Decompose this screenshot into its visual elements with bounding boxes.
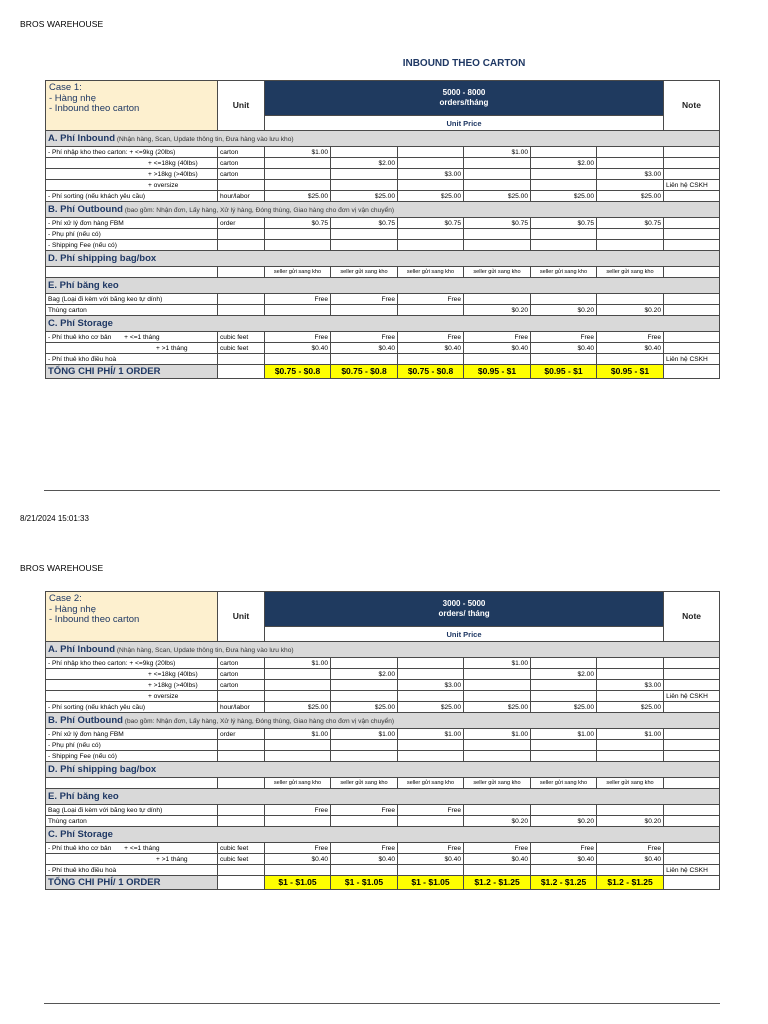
table-row: + >18kg (>40lbs) carton $3.00 $3.00 [46, 680, 720, 691]
table-row: - Phí thuê kho cơ bản + <=1 tháng cubic feet Free Free Free Free Free Free [46, 843, 720, 854]
note-header: Note [664, 81, 720, 131]
price-table-case2 [45, 591, 720, 890]
table-row: - Phí thuê kho điều hoà Liên hệ CSKH [46, 865, 720, 876]
table-row: - Shipping Fee (nếu có) [46, 240, 720, 251]
table-row: - Phí sorting (nếu khách yêu cầu) hour/labor $25.00 $25.00 $25.00 $25.00 $25.00 $25.00 [46, 191, 720, 202]
table-row: + >18kg (>40lbs) carton $3.00 $3.00 [46, 169, 720, 180]
table-row: + oversize Liên hệ CSKH [46, 691, 720, 702]
page-divider [44, 1003, 720, 1004]
table-row: seller gửi sang kho seller gửi sang kho seller gửi sang kho seller gửi sang kho seller gửi sang kho seller gửi sang kho [46, 267, 720, 278]
table-row: - Phí nhập kho theo carton: + <=9kg (20lbs) carton $1.00 $1.00 [46, 658, 720, 669]
case-description: Case 1: - Hàng nhẹ - Inbound theo carton [46, 81, 218, 131]
table-row: + oversize Liên hệ CSKH [46, 180, 720, 191]
table-row: + >1 tháng cubic feet $0.40 $0.40 $0.40 $0.40 $0.40 $0.40 [46, 343, 720, 354]
warehouse-name: BROS WAREHOUSE [20, 563, 104, 573]
unit-header: Unit [218, 592, 265, 642]
table-row: Bag (Loại đi kèm với băng keo tự dính) Free Free Free [46, 805, 720, 816]
table-row: Bag (Loại đi kèm với băng keo tự dính) Free Free Free [46, 294, 720, 305]
table-row: seller gửi sang kho seller gửi sang kho seller gửi sang kho seller gửi sang kho seller gửi sang kho seller gửi sang kho [46, 778, 720, 789]
unit-price-header: Unit Price [265, 116, 664, 131]
section-a-header: A. Phí Inbound (Nhận hàng, Scan, Update thông tin, Đưa hàng vào lưu kho) [46, 642, 720, 658]
total-row: TỔNG CHI PHÍ/ 1 ORDER $0.75 - $0.8 $0.75 - $0.8 $0.75 - $0.8 $0.95 - $1 $0.95 - $1 $0.95 - $1 [46, 365, 720, 379]
case-description: Case 2: - Hàng nhẹ - Inbound theo carton [46, 592, 218, 642]
table-row: - Phí xử lý đơn hàng FBM order $0.75 $0.75 $0.75 $0.75 $0.75 $0.75 [46, 218, 720, 229]
section-e-header: E. Phí băng keo [46, 789, 720, 805]
unit-header: Unit [218, 81, 265, 131]
table-row: - Phí nhập kho theo carton: + <=9kg (20lbs) carton $1.00 $1.00 [46, 147, 720, 158]
section-d-header: D. Phí shipping bag/box [46, 762, 720, 778]
table-row: - Phí thuê kho điều hoà Liên hệ CSKH [46, 354, 720, 365]
section-c-header: C. Phí Storage [46, 316, 720, 332]
warehouse-name: BROS WAREHOUSE [20, 19, 104, 29]
table-row: - Phí thuê kho cơ bản + <=1 tháng cubic feet Free Free Free Free Free Free [46, 332, 720, 343]
table-row: - Phụ phí (nếu có) [46, 229, 720, 240]
page-title: INBOUND THEO CARTON [402, 58, 526, 69]
section-a-header: A. Phí Inbound (Nhận hàng, Scan, Update thông tin, Đưa hàng vào lưu kho) [46, 131, 720, 147]
volume-header: 5000 - 8000 orders/tháng [265, 81, 664, 116]
section-b-header: B. Phí Outbound (bao gồm: Nhận đơn, Lấy hàng, Xử lý hàng, Đóng thùng, Giao hàng cho đơn vị vận chuyển) [46, 713, 720, 729]
table-row: - Phí xử lý đơn hàng FBM order $1.00 $1.00 $1.00 $1.00 $1.00 $1.00 [46, 729, 720, 740]
page-divider [44, 490, 720, 491]
print-timestamp: 8/21/2024 15:01:33 [20, 514, 89, 523]
table-row: - Shipping Fee (nếu có) [46, 751, 720, 762]
table-row: + <=18kg (40lbs) carton $2.00 $2.00 [46, 158, 720, 169]
unit-price-header: Unit Price [265, 627, 664, 642]
table-row: Thùng carton $0.20 $0.20 $0.20 [46, 305, 720, 316]
table-row: - Phí sorting (nếu khách yêu cầu) hour/labor $25.00 $25.00 $25.00 $25.00 $25.00 $25.00 [46, 702, 720, 713]
volume-header: 3000 - 5000 orders/ tháng [265, 592, 664, 627]
note-header: Note [664, 592, 720, 642]
section-b-header: B. Phí Outbound (bao gồm: Nhận đơn, Lấy hàng, Xử lý hàng, Đóng thùng, Giao hàng cho đơn vị vận chuyển) [46, 202, 720, 218]
section-e-header: E. Phí băng keo [46, 278, 720, 294]
table-row: + >1 tháng cubic feet $0.40 $0.40 $0.40 $0.40 $0.40 $0.40 [46, 854, 720, 865]
table-row: - Phụ phí (nếu có) [46, 740, 720, 751]
section-c-header: C. Phí Storage [46, 827, 720, 843]
section-d-header: D. Phí shipping bag/box [46, 251, 720, 267]
table-row: Thùng carton $0.20 $0.20 $0.20 [46, 816, 720, 827]
table-row: + <=18kg (40lbs) carton $2.00 $2.00 [46, 669, 720, 680]
price-table-case1 [45, 80, 720, 379]
total-row: TỔNG CHI PHÍ/ 1 ORDER $1 - $1.05 $1 - $1.05 $1 - $1.05 $1.2 - $1.25 $1.2 - $1.25 $1.2 - $1.25 [46, 876, 720, 890]
